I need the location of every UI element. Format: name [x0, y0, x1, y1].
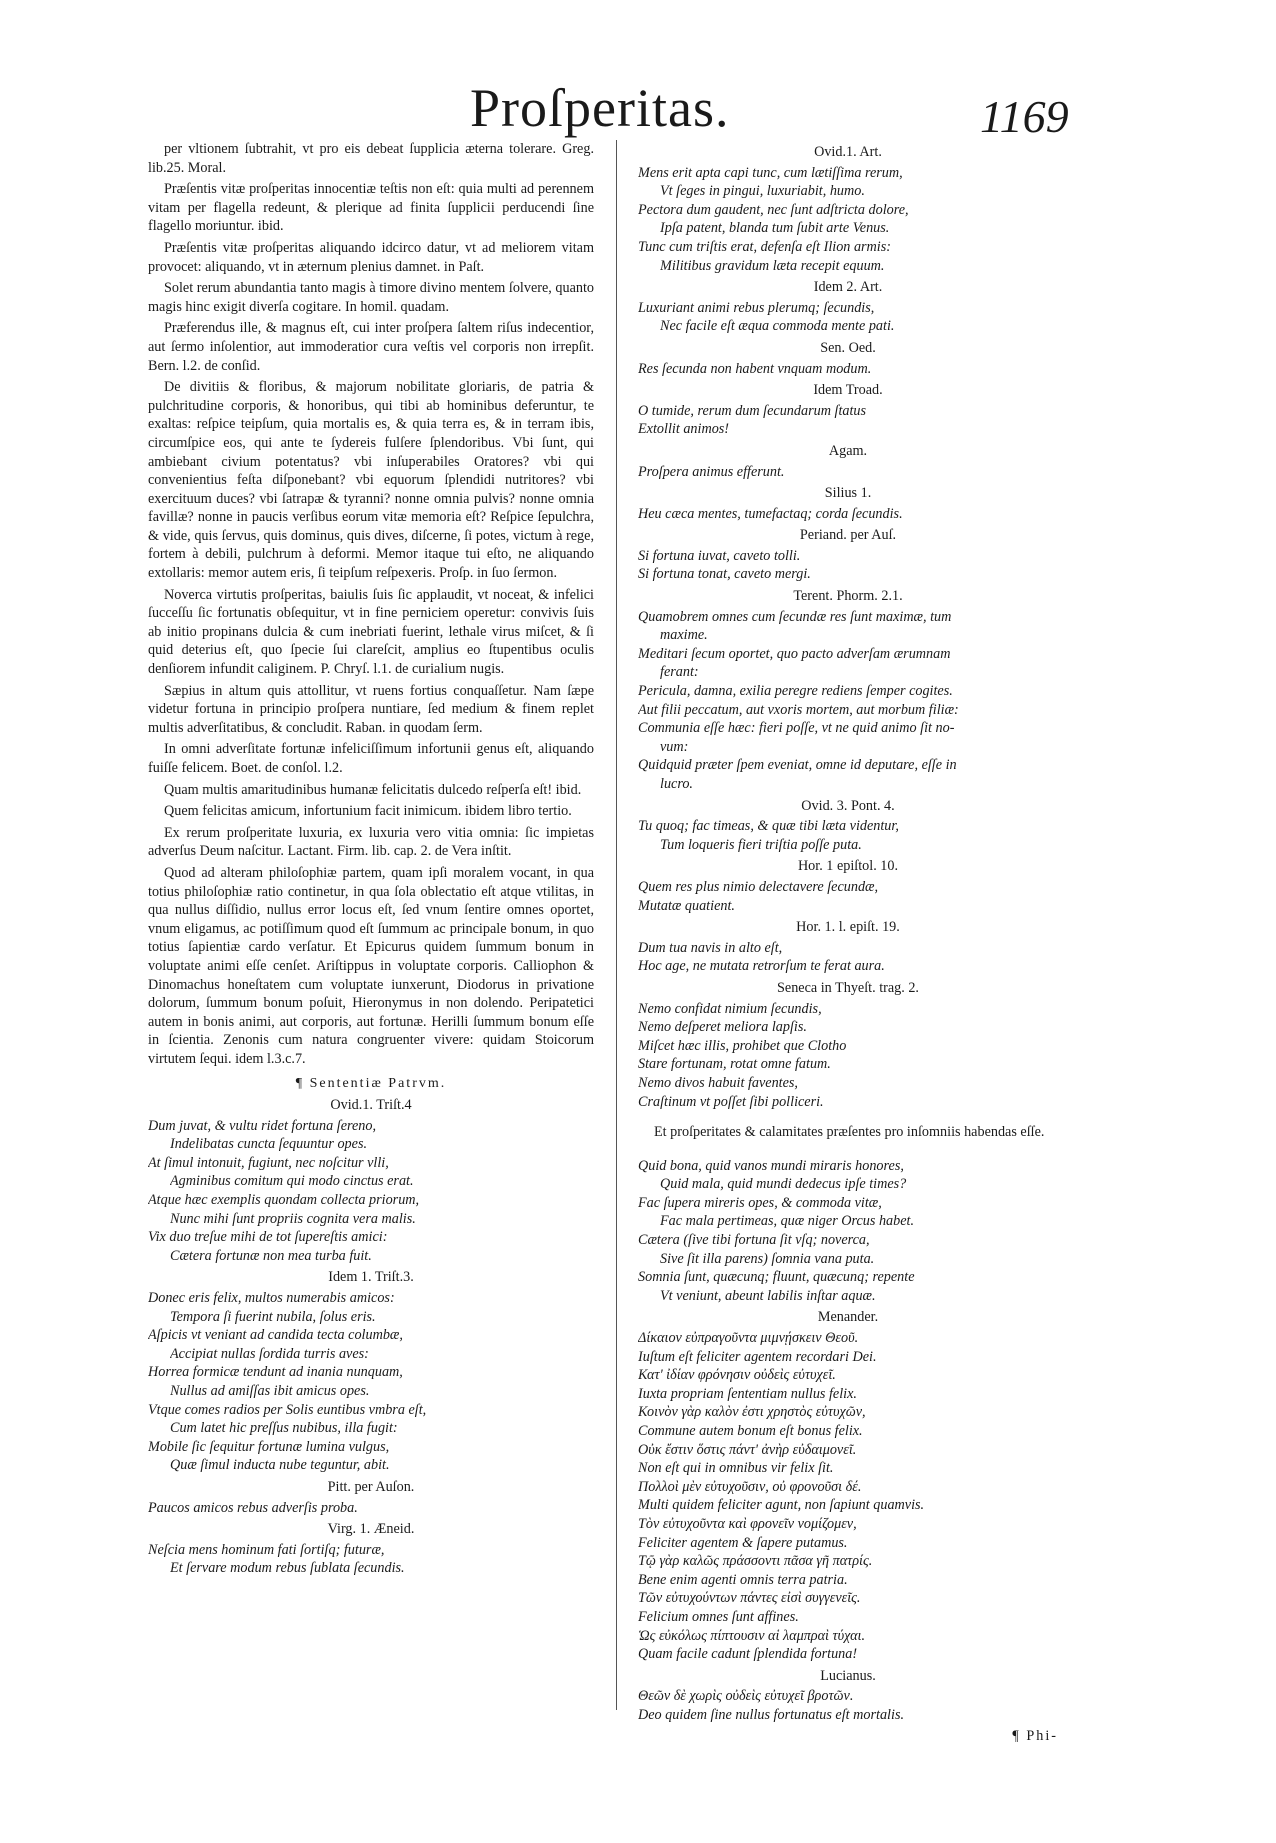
- verse-line: Pectora dum gaudent, nec ſunt adſtricta dolore,: [638, 201, 909, 218]
- source-heading: Ovid.1. Triſt.4: [330, 1097, 412, 1114]
- verse-line-indented: ferant:: [660, 664, 699, 681]
- source-heading: Virg. 1. Æneid.: [327, 1521, 415, 1538]
- verse-line: Tu quoq; fac timeas, & quæ tibi læta videntur,: [638, 818, 899, 835]
- verse-line: Vix duo treſue mihi de tot ſupereſtis amici:: [148, 1229, 388, 1246]
- right-column: [638, 140, 1058, 1748]
- verse-line: Pericula, damna, exilia peregre rediens ſemper cogites.: [638, 683, 953, 700]
- verse-line: Extollit animos!: [638, 421, 730, 438]
- paragraph: De divitiis & floribus, & majorum nobilitate gloriaris, de patria & pulchritudine corporis, & honoribus, qui tibi ab hominibus deferuntur, te exaltas: reſpice teipſum, quia mortalis es, & quia terra es, & in terram ibis, circumſpice eos, qui ante te ſydereis fulſere ſplendoribus. Vbi ſunt, qui ambiebant civium potentatus? vbi inſuperabiles Oratores? vbi qui convenientius feſta diſponebant? vbi equorum ſplendidi nutritores? vbi exercituum duces? vbi ſatrapæ & tyranni? nonne omnia pulvis? nonne omnia favillæ? nonne in paucis verſibus eorum vitæ memoria eſt? Reſpice ſepulchra, & vide, quis ſervus, quis dominus, quis dives, diſcerne, ſi potes, victum à rege, fortem à debili, pulchrum à deformi. Memor itaque tui eſto, ne aliquando extollaris: memor autem eris, ſi teipſum reſpexeris. Proſp. in ſuo ſermon.: [148, 379, 594, 582]
- verse-line-indented: Et ſervare modum rebus ſublata ſecundis.: [170, 1560, 405, 1577]
- source-heading: Seneca in Thyeſt. trag. 2.: [777, 979, 919, 996]
- source-heading: Lucianus.: [820, 1667, 876, 1684]
- verse-line-indented: Quid mala, quid mundi dedecus ipſe times?: [660, 1176, 907, 1193]
- verse-line: Quam facile cadunt ſplendida fortuna!: [638, 1646, 858, 1663]
- source-heading: Ovid. 3. Pont. 4.: [801, 797, 895, 814]
- source-heading: Sen. Oed.: [820, 339, 876, 356]
- paragraph: Noverca virtutis proſperitas, baiulis ſuis ſic applaudit, vt noceat, & infelici ſucceſſu ſic fortunatis obſequitur, vt in fine perniciem operetur: convivis ſuis ab initio propinans dulcia & cum inebriati fuerint, lethale virus miſcet, & ſi quid deterius eſt, quo ſpecie ſui clareſcit, amplius eo ſtupentibus oculis denſiorem infundit caliginem. P. Chryſ. l.1. de curialium nugis.: [148, 586, 594, 678]
- verse-line-indented: Nunc mihi ſunt propriis cognita vera malis.: [170, 1210, 416, 1227]
- verse-line: Quidquid præter ſpem eveniat, omne id deputare, eſſe in: [638, 757, 957, 774]
- verse-line: Stare fortunam, rotat omne fatum.: [638, 1056, 831, 1073]
- source-heading: Hor. 1. l. epiſt. 19.: [796, 919, 900, 936]
- verse-line: Feliciter agentem & ſapere putamus.: [638, 1534, 848, 1551]
- verse-line: Deo quidem ſine nullus fortunatus eſt mortalis.: [638, 1706, 905, 1723]
- paragraph: Præſentis vitæ proſperitas innocentiæ teſtis non eſt: quia multi ad perennem vitam per flagella redeunt, & plerique ad finita ſupplicii perducendi ſine flagello moriuntur. ibid.: [148, 181, 594, 235]
- verse-line: Κατ' ἰδίαν φρόνησιν οὐδεὶς εὐτυχεῖ.: [638, 1367, 836, 1384]
- verse-line: Δίκαιον εὐπραγοῦντα μιμνῄσκειν Θεοῦ.: [638, 1330, 859, 1347]
- verse-line: Non eſt qui in omnibus vir felix ſit.: [638, 1460, 834, 1477]
- paragraph: Præſentis vitæ proſperitas aliquando idcirco datur, vt ad meliorem vitam provocet: aliquando, vt in æternum plenius damnet. in Paſt.: [148, 239, 594, 275]
- verse-line: Craſtinum vt poſſet ſibi polliceri.: [638, 1093, 824, 1110]
- verse-line: Commune autem bonum eſt bonus felix.: [638, 1423, 863, 1439]
- paragraph: Sæpius in altum quis attollitur, vt ruens fortius conquaſſetur. Nam ſæpe videtur fortuna in principio proſpera nuntiare, ſed medium & finem replet multis adverſitatibus, & concludit. Raban. in quodam ſerm.: [148, 682, 594, 736]
- source-heading: Terent. Phorm. 2.1.: [793, 588, 903, 605]
- verse-line: Si fortuna tonat, caveto mergi.: [638, 566, 811, 583]
- verse-line-indented: Militibus gravidum læta recepit equum.: [660, 257, 885, 274]
- paragraph: Solet rerum abundantia tanto magis à timore divino mentem ſolvere, quanto magis hinc exigit diverſa cogitare. In homil. quadam.: [148, 280, 594, 315]
- verse-line: Dum tua navis in alto eſt,: [638, 939, 783, 956]
- verse-line: Mobile ſic ſequitur fortunæ lumina vulgus,: [148, 1438, 390, 1455]
- verse-line: Multi quidem feliciter agunt, non ſapiunt quamvis.: [638, 1497, 925, 1514]
- left-column: [148, 140, 594, 1578]
- verse-line-indented: Cum latet hic preſſus nubibus, illa fugit:: [170, 1420, 398, 1437]
- paragraph: Præferendus ille, & magnus eſt, cui inter proſpera ſaltem riſus indecentior, aut ſermo inſolentior, aut immoderatior cura veſtis vel corporis non irrepſit. Bern. l.2. de conſid.: [148, 320, 594, 374]
- section-heading: ¶ Sententiæ Patrvm.: [295, 1075, 447, 1091]
- verse-line: Proſpera animus efferunt.: [638, 463, 785, 480]
- verse-line: Nemo confidat nimium ſecundis,: [638, 1000, 822, 1017]
- verse-line-indented: Nec facile eſt æqua commoda mente pati.: [660, 318, 895, 335]
- verse-line: Quid bona, quid vanos mundi miraris honores,: [638, 1157, 904, 1174]
- source-heading: Idem Troad.: [813, 382, 883, 399]
- source-heading: Menander.: [817, 1309, 879, 1326]
- verse-line: Paucos amicos rebus adverſis proba.: [148, 1499, 358, 1516]
- verse-line: Donec eris felix, multos numerabis amicos:: [148, 1290, 395, 1307]
- source-heading: Hor. 1 epiſtol. 10.: [797, 858, 899, 875]
- verse-line: Τῶν εὐτυχούντων πάντες εἰσὶ συγγενεῖς.: [638, 1590, 861, 1607]
- verse-line: Somnia ſunt, quæcunq; fluunt, quæcunq; repente: [638, 1269, 915, 1286]
- verse-line: Res ſecunda non habent vnquam modum.: [638, 360, 872, 377]
- verse-line: Heu cæca mentes, tumefactaq; corda ſecundis.: [638, 505, 903, 522]
- verse-line: Neſcia mens hominum fati ſortiſq; futuræ,: [148, 1541, 385, 1558]
- verse-line-indented: Quæ ſimul inducta nube teguntur, abit.: [170, 1457, 390, 1474]
- verse-line-indented: Fac mala pertimeas, quæ niger Orcus habet.: [660, 1213, 915, 1230]
- verse-line: Cætera (ſive tibi fortuna ſit vſq; noverca,: [638, 1232, 870, 1249]
- verse-line: Aut filii peccatum, aut vxoris mortem, aut morbum filiæ:: [638, 701, 959, 718]
- verse-line: Οὐκ ἔστιν ὅστις πάντ' ἀνὴρ εὐδαιμονεῖ.: [638, 1441, 857, 1458]
- verse-line: Communia eſſe hæc: fieri poſſe, vt ne quid animo ſit no-: [638, 720, 955, 737]
- verse-line-indented: Nullus ad amiſſas ibit amicus opes.: [170, 1383, 370, 1399]
- verse-line-indented: Tempora ſi fuerint nubila, ſolus eris.: [170, 1308, 376, 1325]
- verse-line-indented: Vt ſeges in pingui, luxuriabit, humo.: [660, 183, 865, 200]
- verse-line: Πολλοὶ μὲν εὐτυχοῦσιν, οὐ φρονοῦσι δέ.: [638, 1478, 862, 1495]
- verse-line: At ſimul intonuit, fugiunt, nec noſcitur vlli,: [148, 1154, 389, 1171]
- verse-line: Quem res plus nimio delectavere ſecundæ,: [638, 878, 879, 895]
- source-heading: Idem 2. Art.: [813, 279, 883, 296]
- verse-line: Luxuriant animi rebus plerumq; ſecundis,: [638, 299, 875, 316]
- verse-line: Felicium omnes ſunt affines.: [638, 1608, 799, 1625]
- verse-line-indented: Tum loqueris fieri triſtia poſſe puta.: [660, 836, 862, 853]
- source-heading: Periand. per Auſ.: [799, 527, 897, 544]
- verse-line: Aſpicis vt veniant ad candida tecta columbæ,: [148, 1327, 403, 1344]
- verse-line: Iuſtum eſt feliciter agentem recordari Dei.: [638, 1348, 877, 1365]
- verse-line-indented: Ipſa patent, blanda tum ſubit arte Venus.: [660, 220, 890, 237]
- verse-line: Bene enim agenti omnis terra patria.: [638, 1571, 848, 1588]
- verse-line: Θεῶν δὲ χωρὶς οὐδεὶς εὐτυχεῖ βροτῶν.: [638, 1688, 854, 1705]
- paragraph: Et proſperitates & calamitates præſentes pro inſomniis habendas eſſe.: [654, 1124, 1045, 1141]
- verse-line: Nemo deſperet meliora lapſis.: [638, 1019, 807, 1036]
- verse-line: Τὸν εὐτυχοῦντα καὶ φρονεῖν νομίζομεν,: [638, 1515, 857, 1532]
- verse-line: Dum juvat, & vultu ridet fortuna ſereno,: [148, 1117, 377, 1134]
- paragraph: per vltionem ſubtrahit, vt pro eis debeat ſupplicia æterna tolerare. Greg. lib.25. Moral.: [148, 141, 594, 176]
- verse-line: Atque hæc exemplis quondam collecta priorum,: [148, 1192, 420, 1209]
- verse-line-indented: lucro.: [660, 776, 693, 792]
- column-divider: [616, 140, 617, 1710]
- source-heading: Pitt. per Auſon.: [327, 1478, 415, 1495]
- verse-line: Κοινὸν γὰρ καλὸν ἐστι χρηστὸς εὐτυχῶν,: [638, 1404, 866, 1421]
- verse-line: Ὡς εὐκόλως πίπτουσιν αἱ λαμπραὶ τύχαι.: [638, 1627, 866, 1644]
- verse-line: Tunc cum triſtis erat, defenſa eſt Ilion armis:: [638, 238, 891, 255]
- paragraph: Quod ad alteram philoſophiæ partem, quam ipſi moralem vocant, in qua totius philoſophiæ ratio continetur, in qua ſola oblectatio eſt atque vtilitas, in qua nullus diſſidio, nullus error locus eſt, ſed vnum ſentire omnes oportet, vnum eligamus, ac potiſſimum quod eſt ſummum ac principale bonum, in quo totius ſapientiæ cardo verſatur. Et Epicurus quidem ſummum bonum in voluptate animi eſſe cenſet. Ariſtippus in voluptate corporis. Calliophon & Dinomachus honeſtatem cum voluptate iunxerunt, Diodorus in privatione dolorum, ſummum bonum poſuit, Hieronymus in non dolendo. Peripatetici autem in bonis animi, aut corporis, aut fortunæ. Herilli ſummum bonum eſſe in ſcientia. Zenonis cum natura congruenter vivere: quidam Stoicorum virtutem ſequi. idem l.3.c.7.: [148, 864, 594, 1067]
- verse-line: Hoc age, ne mutata retrorſum te ferat aura.: [638, 958, 885, 975]
- verse-line: Quamobrem omnes cum ſecundæ res ſunt maximæ, tum: [638, 608, 952, 625]
- source-heading: Ovid.1. Art.: [814, 144, 882, 160]
- source-heading: Agam.: [828, 442, 868, 459]
- verse-line-indented: Vt veniunt, abeunt labilis inſtar aquæ.: [660, 1287, 876, 1304]
- spacer: [638, 1111, 1058, 1123]
- verse-line-indented: Indelibatas cuncta ſequuntur opes.: [170, 1136, 368, 1153]
- paragraph: Quam multis amaritudinibus humanæ felicitatis dulcedo reſperſa eſt! ibid.: [164, 781, 582, 798]
- spacer: [638, 1145, 1058, 1157]
- verse-line: Nemo divos habuit faventes,: [638, 1074, 798, 1091]
- verse-line-indented: Cætera fortunæ non mea turba fuit.: [170, 1247, 372, 1264]
- catchword: ¶ Phi-: [1012, 1727, 1058, 1744]
- paragraph: Ex rerum proſperitate luxuria, ex luxuria vero vitia omnia: ſic impietas adverſus Deum naſcitur. Lactant. Firm. lib. cap. 2. de Vera inſtit.: [148, 824, 594, 860]
- verse-line: Mens erit apta capi tunc, cum lætiſſima rerum,: [638, 164, 903, 181]
- source-heading: Silius 1.: [824, 485, 872, 502]
- paragraph: In omni adverſitate fortunæ infeliciſſimum infortunii genus eſt, aliquando fuiſſe felicem. Boet. de conſol. l.2.: [148, 741, 594, 776]
- page-number: 1169: [980, 91, 1069, 142]
- verse-line-indented: vum:: [660, 738, 689, 755]
- verse-line: Si fortuna iuvat, caveto tolli.: [638, 547, 801, 564]
- verse-line: Horrea formicæ tendunt ad inania nunquam,: [148, 1364, 403, 1381]
- verse-line: Mutatæ quatient.: [638, 897, 735, 914]
- paragraph: Quem felicitas amicum, infortunium facit inimicum. ibidem libro tertio.: [164, 803, 572, 820]
- verse-line-indented: Sive ſit illa parens) ſomnia vana puta.: [660, 1250, 875, 1267]
- verse-line: Meditari ſecum oportet, quo pacto adverſam ærumnam: [638, 645, 951, 662]
- verse-line-indented: maxime.: [660, 627, 708, 644]
- verse-line-indented: Accipiat nullas ſordida turris aves:: [170, 1345, 369, 1362]
- source-heading: Idem 1. Triſt.3.: [328, 1269, 414, 1286]
- verse-line: Miſcet hæc illis, prohibet que Clotho: [638, 1037, 847, 1054]
- verse-line: Iuxta propriam ſententiam nullus felix.: [638, 1385, 857, 1402]
- verse-line: O tumide, rerum dum ſecundarum ſtatus: [638, 402, 867, 419]
- running-head: Proſperitas.: [470, 78, 730, 138]
- verse-line: Τῷ γὰρ καλῶς πράσσοντι πᾶσα γῆ πατρίς.: [638, 1553, 873, 1570]
- verse-line: Vtque comes radios per Solis euntibus vmbra eſt,: [148, 1401, 427, 1418]
- verse-line: Fac ſupera mireris opes, & commoda vitæ,: [638, 1194, 882, 1211]
- verse-line-indented: Agminibus comitum qui modo cinctus erat.: [170, 1173, 414, 1190]
